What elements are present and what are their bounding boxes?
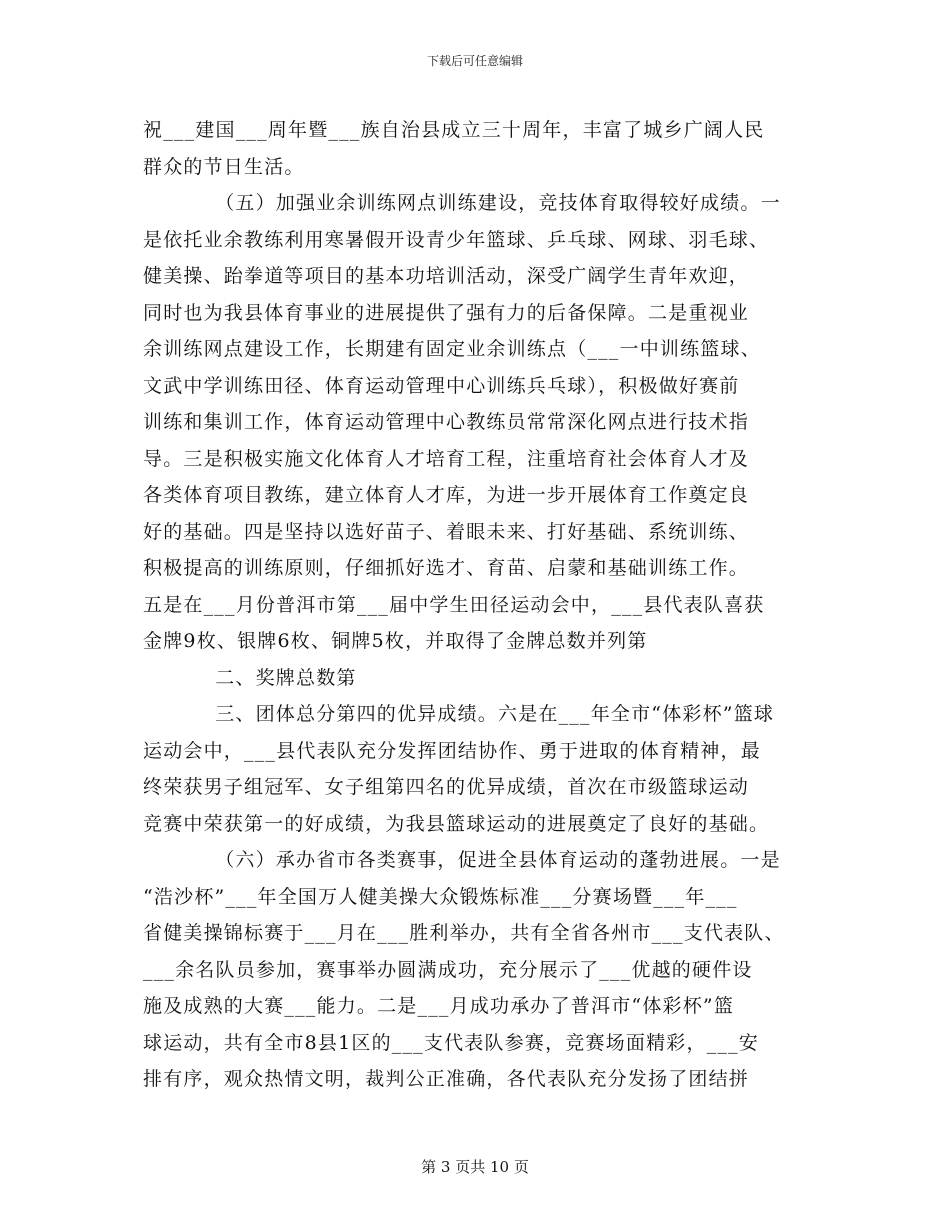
text-line: 施及成熟的大赛___能力。二是___月成功承办了普洱市“体彩杯”篮 — [143, 995, 735, 1017]
text-line: 祝___建国___周年暨___族自治县成立三十周年，丰富了城乡广阔人民 — [143, 119, 765, 141]
text-line: 球运动，共有全市8县1区的___支代表队参赛，竞赛场面精彩，___安 — [143, 1031, 759, 1054]
text-line: 三、团体总分第四的优异成绩。六是在___年全市“体彩杯”篮球 — [215, 703, 775, 725]
text-line: 排有序，观众热情文明，裁判公正准确，各代表队充分发扬了团结拼 — [143, 1068, 750, 1090]
text-line: （五）加强业余训练网点训练建设，竞技体育取得较好成绩。一 — [215, 192, 781, 214]
text-line: 各类体育项目教练，建立体育人才库，为进一步开展体育工作奠定良 — [143, 484, 750, 506]
text-line: 群众的节日生活。 — [143, 155, 305, 178]
text-line: 积极提高的训练原则，仔细抓好选才、育苗、启蒙和基础训练工作。 — [143, 557, 750, 579]
page-footer: 第 3 页共 10 页 — [421, 1158, 529, 1176]
text-line: 运动会中，___县代表队充分发挥团结协作、勇于进取的体育精神，最 — [143, 739, 761, 762]
text-line: 好的基础。四是坚持以选好苗子、着眼未来、打好基础、系统训练、 — [143, 520, 750, 543]
text-line: ___余名队员参加，赛事举办圆满成功，充分展示了___优越的硬件设 — [143, 958, 753, 981]
text-line: “浩沙杯”___年全国万人健美操大众锻炼标准___分赛场暨___年___ — [143, 885, 738, 908]
page-header: 下载后可任意编辑 — [426, 54, 523, 68]
text-line: 终荣获男子组冠军、女子组第四名的优异成绩，首次在市级篮球运动 — [143, 776, 750, 798]
text-line: 金牌9枚、银牌6枚、铜牌5枚，并取得了金牌总数并列第 — [143, 630, 648, 652]
text-line: 省健美操锦标赛于___月在___胜利举办，共有全省各州市___支代表队、 — [143, 922, 785, 944]
text-line: 同时也为我县体育事业的进展提供了强有力的后备保障。二是重视业 — [143, 301, 750, 324]
text-line: 文武中学训练田径、体育运动管理中心训练兵乓球），积极做好赛前 — [143, 374, 740, 397]
text-line: 二、奖牌总数第 — [215, 666, 357, 689]
text-line: 竞赛中荣获第一的好成绩，为我县篮球运动的进展奠定了良好的基础。 — [143, 812, 770, 835]
text-line: （六）承办省市各类赛事，促进全县体育运动的蓬勃进展。一是 — [215, 849, 781, 871]
document-body — [143, 112, 823, 1098]
text-line: 健美操、跆拳道等项目的基本功培训活动，深受广阔学生青年欢迎， — [143, 265, 750, 287]
text-line: 余训练网点建设工作，长期建有固定业余训练点（___一中训练篮球、 — [143, 338, 761, 360]
text-line: 导。三是积极实施文化体育人才培育工程，注重培育社会体育人才及 — [143, 447, 750, 470]
text-line: 五是在___月份普洱市第___届中学生田径运动会中，___县代表队喜获 — [143, 593, 765, 616]
text-line: 训练和集训工作，体育运动管理中心教练员常常深化网点进行技术指 — [143, 411, 750, 433]
text-line: 是依托业余教练利用寒暑假开设青少年篮球、乒乓球、网球、羽毛球、 — [143, 228, 770, 251]
